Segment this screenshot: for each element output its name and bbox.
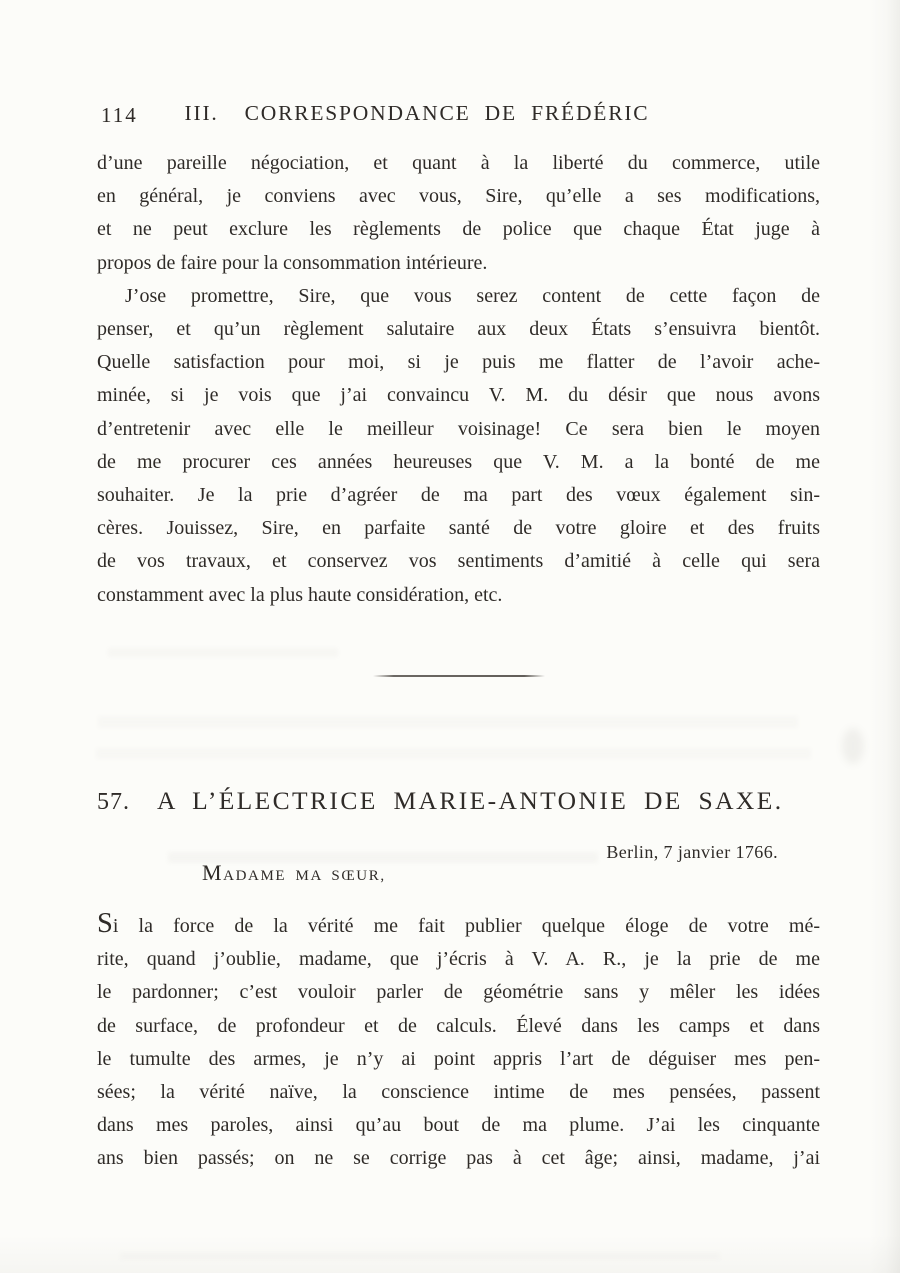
letter-number: 57. xyxy=(97,789,130,815)
previous-letter-body xyxy=(97,147,820,612)
text-line: minée, si je vois que j’ai convaincu V. M. du désir que nous avons xyxy=(97,384,820,407)
show-through-artifact xyxy=(96,748,811,759)
text-line: penser, et qu’un règlement salutaire aux deux États s’ensuivra bientôt. xyxy=(97,318,820,341)
running-title: CORRESPONDANCE DE FRÉDÉRIC xyxy=(244,101,650,125)
text-line: dans mes paroles, ainsi qu’au bout de ma plume. J’ai les cinquante xyxy=(97,1114,820,1137)
text-line: le tumulte des armes, je n’y ai point appris l’art de déguiser mes pen- xyxy=(97,1047,820,1070)
page-number: 114 xyxy=(101,103,138,127)
text-line: le pardonner; c’est vouloir parler de géométrie sans y mêler les idées xyxy=(97,981,820,1004)
text-line: J’ose promettre, Sire, que vous serez content de cette façon de xyxy=(125,284,820,307)
chapter-numeral: III. xyxy=(184,101,219,125)
text-line: d’entretenir avec elle le meilleur voisinage! Ce sera bien le moyen xyxy=(97,417,820,440)
show-through-artifact xyxy=(120,1252,720,1260)
page-smudge-artifact xyxy=(842,728,864,764)
text-line: constamment avec la plus haute considération, etc. xyxy=(97,583,503,606)
running-header xyxy=(97,101,737,126)
section-divider-rule xyxy=(373,675,545,677)
section-divider-row xyxy=(97,672,820,680)
letter-body xyxy=(97,910,820,1176)
text-line: Quelle satisfaction pour moi, si je puis me flatter de l’avoir ache- xyxy=(97,351,820,374)
text-line: de surface, de profondeur et de calculs. Élevé dans les camps et dans xyxy=(97,1014,820,1037)
text-line: souhaiter. Je la prie d’agréer de ma part des vœux également sin- xyxy=(97,484,820,507)
dateline: Berlin, 7 janvier 1766. xyxy=(606,842,778,862)
text-line: Si la force de la vérité me fait publier quelque éloge de votre mé- xyxy=(97,908,820,939)
text-line: sées; la vérité naïve, la conscience intime de mes pensées, passent xyxy=(97,1081,820,1104)
text-line: en général, je conviens avec vous, Sire, qu’elle a ses modifications, xyxy=(97,185,820,208)
text-line: d’une pareille négociation, et quant à la liberté du commerce, utile xyxy=(97,152,820,174)
text-line: rite, quand j’oublie, madame, que j’écris à V. A. R., je la prie de me xyxy=(97,948,820,971)
letter-title: A L’ÉLECTRICE MARIE-ANTONIE DE SAXE. xyxy=(157,786,784,815)
text-line: propos de faire pour la consommation intérieure. xyxy=(97,251,488,274)
text-line: cères. Jouissez, Sire, en parfaite santé de votre gloire et des fruits xyxy=(97,517,820,540)
text-line: ans bien passés; on ne se corrige pas à cet âge; ainsi, madame, j’ai xyxy=(97,1147,820,1170)
show-through-artifact xyxy=(98,716,798,728)
show-through-artifact xyxy=(108,648,338,657)
salutation: MADAME MA SŒUR, xyxy=(202,860,386,885)
text-line: et ne peut exclure les règlements de police que chaque État juge à xyxy=(97,218,820,241)
letter-heading xyxy=(97,786,820,816)
text-line: de me procurer ces années heureuses que V. M. a la bonté de me xyxy=(97,450,820,473)
text-line: de vos travaux, et conservez vos sentiments d’amitié à celle qui sera xyxy=(97,550,820,573)
